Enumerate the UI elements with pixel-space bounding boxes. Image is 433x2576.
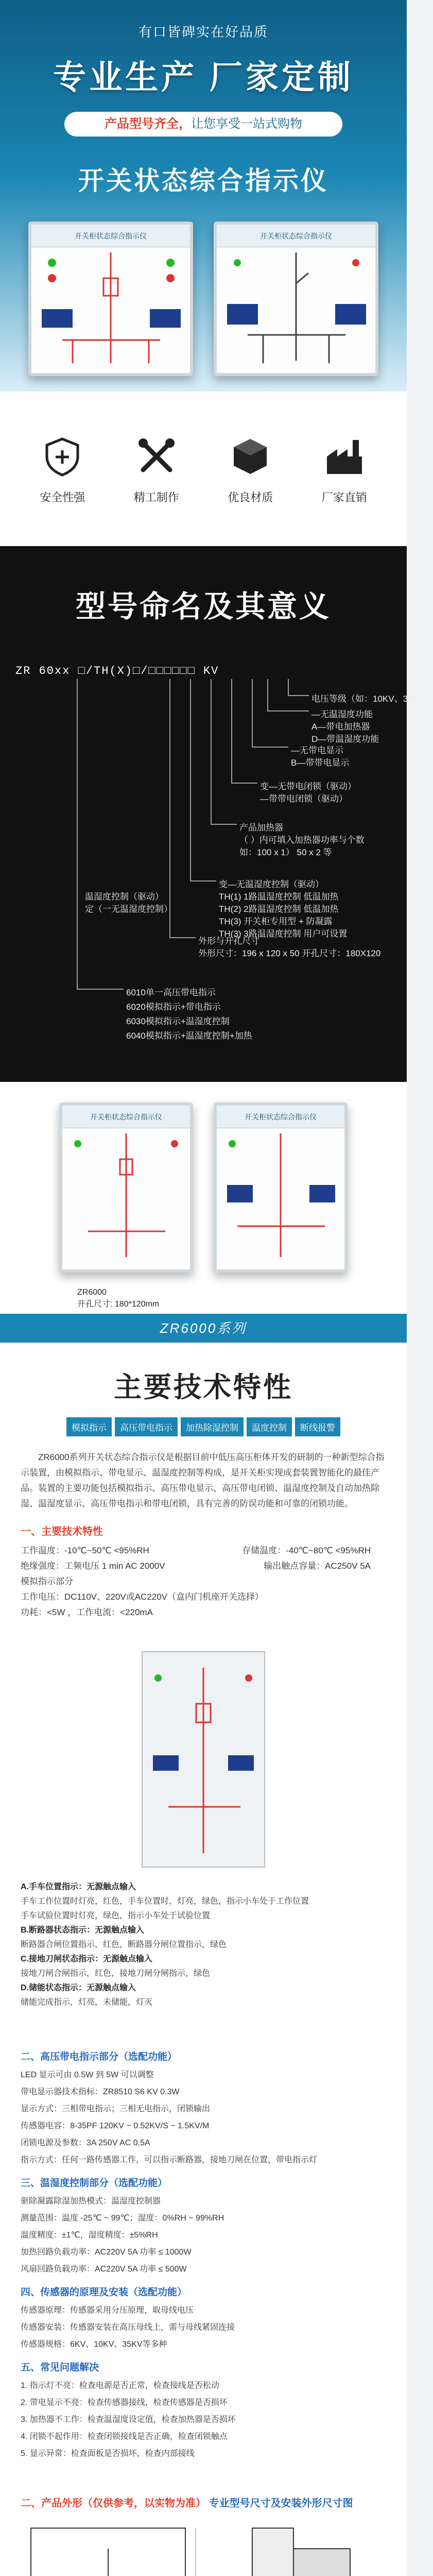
naming-label: TH(2) 2路温湿度控制 低温加热 <box>219 904 339 914</box>
module-item: 带电显示器技术指标：ZR8510 S6 KV 0.3W <box>21 2088 180 2096</box>
spec-row <box>21 1543 371 1558</box>
hero-headline: 专业生产 厂家定制 <box>53 59 354 96</box>
series-hole-size: 开孔尺寸: 180*120mm <box>77 1300 160 1309</box>
wiring-section <box>0 1641 407 2030</box>
modules-section <box>0 2030 407 2484</box>
module-item: 温度精度：±1℃，湿度精度：±5%RH <box>21 2231 158 2240</box>
naming-label: 6030模拟指示+温湿度控制 <box>126 1016 230 1026</box>
hero-tagline: 有口皆碑实在好品质 <box>138 24 268 40</box>
spec-right: 存储温度：-40℃~80℃ <95%RH <box>242 1546 371 1555</box>
series-device-b-schematic <box>217 1128 344 1269</box>
hero-subtag <box>64 112 342 137</box>
cube-icon <box>227 433 273 480</box>
specs-title: 一、主要技术特性 <box>21 1526 103 1537</box>
spec-row <box>21 1605 371 1620</box>
module-title: 二、高压带电指示部分（选配功能） <box>21 2052 178 2062</box>
spec-row <box>21 1558 371 1574</box>
wiring-head: B.断路器状态指示：无源触点输入 <box>21 1926 145 1935</box>
hero-section <box>0 0 407 392</box>
naming-label: 6010单一高压带电指示 <box>126 988 216 997</box>
spec-row <box>21 1574 371 1589</box>
naming-label: 外形尺寸：196 x 120 x 50 开孔尺寸：180X120 <box>198 948 381 958</box>
module-item: 显示方式：三相带电指示；三相无电指示，闭锁输出 <box>21 2105 211 2113</box>
series-section <box>0 1082 407 1350</box>
tech-tag: 温度控制 <box>247 1417 292 1436</box>
module-item: 4. 闭锁不起作用：检查闭锁接线是否正确，检查闭锁触点 <box>21 2432 228 2441</box>
feature-label: 安全性强 <box>40 490 85 504</box>
side-view-drawing <box>232 2518 386 2576</box>
naming-label: —无温湿度功能 <box>311 709 373 719</box>
module-item: 传感器原理：传感器采用分压原理，取母线电压 <box>21 2306 194 2315</box>
spec-row <box>21 1589 371 1605</box>
spec-left: 工作温度：-10℃~50℃ <95%RH <box>21 1546 149 1555</box>
series-banner: ZR6000系列 <box>0 1314 407 1343</box>
device-a-title: 开关柜状态综合指示仪 <box>31 225 190 247</box>
device-b-title: 开关柜状态综合指示仪 <box>217 225 375 247</box>
spec-left: 工作电压：DC110V、220V或AC220V（盒内门机座开关选择） <box>21 1592 264 1602</box>
tech-paragraph: ZR6000系列开关状态综合指示仪是根据目前中低压高压柜体开发的研制的一种新型综合指示装置，由模拟指示、带电显示、温湿度控制等构成，是开关柜实现成套装置智能化的最佳产品。装置的主要功能包括模拟指示、高压带电显示、高压带电闭锁、温湿度控制及自动加热除湿、温湿度显示、高压带电指示和带电闭锁，具有完善的防误功能和可靠的闭锁功能。 <box>21 1452 385 1509</box>
feature-safety <box>24 433 101 505</box>
wiring-body: 接地刀闸合闸指示，红色，接地刀闸分闸指示，绿色 <box>21 1969 211 1978</box>
wiring-head: D.储能状态指示：无源触点输入 <box>21 1984 136 1992</box>
spec-left: 绝缘强度：工频电压 1 min AC 2000V <box>21 1561 165 1571</box>
feature-craft <box>118 433 195 505</box>
shield-plus-icon <box>39 433 85 480</box>
module-item: 传感器规格：6KV、10KV、35KV等多种 <box>21 2340 167 2349</box>
module-item: LED 显示可由 0.5W 到 5W 可以调整 <box>21 2071 154 2079</box>
tech-tag: 断线报警 <box>295 1417 340 1436</box>
hero-devices <box>0 222 407 381</box>
tech-tags <box>21 1417 386 1436</box>
tools-icon <box>133 433 180 480</box>
module-item: 传感器电容：8-35PF 120KV ~ 0.52KV/S ~ 1.5KV/M <box>21 2122 210 2130</box>
naming-label: 变—无带电闭锁（驱动） <box>260 782 356 791</box>
naming-label: 电压等级（如：10KV、35KV） <box>311 694 433 704</box>
module-item: 加热回路负载功率：AC220V 5A 功率 ≤ 1000W <box>21 2248 192 2257</box>
wiring-lines <box>21 1880 386 2010</box>
dims-title <box>21 2495 386 2510</box>
feature-label: 厂家直销 <box>321 490 367 504</box>
naming-label: TH(3) 3路温湿度控制 用户可设置 <box>219 929 348 939</box>
feature-label: 优良材质 <box>228 490 273 504</box>
naming-label: TH(1) 1路温湿度控制 低温加热 <box>219 892 339 902</box>
module-item: 闭锁电源及参数：3A 250V AC 0.5A <box>21 2139 150 2147</box>
series-device-b-title: 开关柜状态综合指示仪 <box>217 1106 344 1128</box>
wiring-line <box>21 1923 386 1952</box>
wiring-head: C.接地刀闸状态指示：无源触点输入 <box>21 1955 153 1963</box>
naming-label: 产品加热器 <box>239 823 283 833</box>
module-item: 驱除凝露除湿加热模式：温湿度控制器 <box>21 2197 161 2206</box>
module-item: 3. 加热器不工作：检查温湿度设定值，检查加热器是否损坏 <box>21 2415 236 2424</box>
tech-tag: 加热除湿控制 <box>181 1417 244 1436</box>
dimensions-section <box>0 2484 407 2576</box>
naming-label: B—带带电显示 <box>291 758 350 768</box>
series-devices <box>0 1082 407 1273</box>
series-device-a-title: 开关柜状态综合指示仪 <box>62 1106 190 1128</box>
series-device-a-schematic <box>62 1128 190 1269</box>
tech-title: 主要技术特性 <box>114 1372 293 1403</box>
module-item: 5. 显示异常：检查面板是否损坏，检查内部接线 <box>21 2449 195 2458</box>
module-item: 测量范围：温度 -25℃ ~ 99℃；湿度：0%RH ~ 99%RH <box>21 2214 224 2223</box>
specs-list <box>21 1543 386 1620</box>
wiring-line <box>21 1909 386 1923</box>
dims-title-right: 专业型号尺寸及安装外形尺寸图 <box>209 2498 353 2509</box>
naming-label: A—带电加热器 <box>311 722 370 732</box>
module-item: 风扇回路负载功率：AC220V 5A 功率 ≤ 500W <box>21 2265 187 2274</box>
factory-icon <box>321 433 368 480</box>
product-title: 开关状态综合指示仪 <box>78 166 328 195</box>
wiring-line <box>21 1981 386 2010</box>
tech-tag: 模拟指示 <box>66 1417 112 1436</box>
series-device-b <box>214 1103 348 1273</box>
wiring-head: A.手车位置指示：无源触点输入 <box>21 1883 136 1891</box>
naming-label: 温湿度控制（驱动） <box>85 892 164 902</box>
series-caption <box>77 1288 159 1309</box>
series-device-a <box>59 1103 193 1273</box>
feature-material <box>212 433 289 505</box>
wiring-body: 储能完成指示，灯亮，未储能，灯灭 <box>21 1998 153 2007</box>
naming-label: —带带电闭锁（驱动） <box>260 794 348 804</box>
naming-title: 型号命名及其意义 <box>75 590 331 623</box>
device-image-b <box>214 222 378 376</box>
spec-left: 模拟指示部分 <box>21 1577 73 1586</box>
device-image-a <box>28 222 193 376</box>
module-item: 传感器安装：传感器安装在高压母线上，需与母线紧固连接 <box>21 2323 235 2332</box>
dims-title-left: 二、产品外形（仅供参考，以实物为准） <box>21 2498 206 2509</box>
model-code: ZR 60xx □/TH(X)□/□□□□□□ KV <box>15 665 219 677</box>
feature-label: 精工制作 <box>133 490 179 504</box>
wiring-body: 手车工作位置时灯亮，红色，手车位置时，灯亮，绿色，指示小车处于工作位置 <box>21 1897 309 1906</box>
spec-right: 输出触点容量：AC250V 5A <box>264 1561 371 1571</box>
module-title: 四、传感器的原理及安装（选配功能） <box>21 2287 187 2298</box>
naming-label: —无带电显示 <box>291 745 343 755</box>
device-a-schematic <box>31 247 190 373</box>
module-title: 五、常见问题解决 <box>21 2362 99 2373</box>
subtag-text: 让您享受一站式购物 <box>191 117 302 131</box>
naming-label: TH(3) 开关柜专用型 + 防凝露 <box>219 917 333 926</box>
naming-label: 定（一无温湿度控制） <box>85 904 172 914</box>
naming-label: （ ）内可填入加热器功率与个数 <box>239 835 365 845</box>
front-view-drawing <box>21 2518 221 2576</box>
module-title: 三、温湿度控制部分（选配功能） <box>21 2178 168 2189</box>
wiring-body: 手车试验位置时灯亮，绿色，指示小车处于试验位置 <box>21 1911 211 1920</box>
device-b-schematic <box>217 247 375 373</box>
wiring-line <box>21 1952 386 1981</box>
features-section <box>0 392 407 546</box>
tech-section <box>0 1350 407 1641</box>
naming-label: D—带温湿度功能 <box>311 734 379 744</box>
naming-label: 外形与开孔尺寸 <box>198 936 259 946</box>
model-naming-section <box>0 546 433 1082</box>
wiring-panel-image <box>142 1651 265 1868</box>
wiring-body: 断路器合闸位置指示，红色，断路器分闸位置指示，绿色 <box>21 1940 227 1949</box>
naming-label: 变—无温湿度控制（驱动） <box>219 879 324 889</box>
series-model: ZR6000 <box>77 1288 107 1297</box>
dims-drawings <box>21 2518 386 2576</box>
module-item: 1. 指示灯不亮：检查电源是否正常，检查接线是否松动 <box>21 2381 219 2390</box>
wiring-schematic <box>143 1652 264 1867</box>
naming-label: 如：100 x 1） 50 x 2 等 <box>239 848 332 857</box>
tech-tag: 高压带电指示 <box>115 1417 178 1436</box>
wiring-line <box>21 1880 386 1909</box>
subtag-highlight: 产品型号齐全， <box>105 117 191 131</box>
module-item: 指示方式：任何一路传感器工作，可以指示断路器，接地刀闸在位置，带电指示灯 <box>21 2156 318 2164</box>
naming-label: 6040模拟指示+温湿度控制+加热 <box>126 1031 252 1041</box>
spec-left: 功耗：<5W ，工作电流：<220mA <box>21 1607 153 1617</box>
module-item: 2. 带电显示不亮：检查传感器接线，检查传感器是否损坏 <box>21 2398 228 2407</box>
naming-label: 6020模拟指示+带电指示 <box>126 1002 221 1012</box>
feature-factory <box>306 433 383 505</box>
